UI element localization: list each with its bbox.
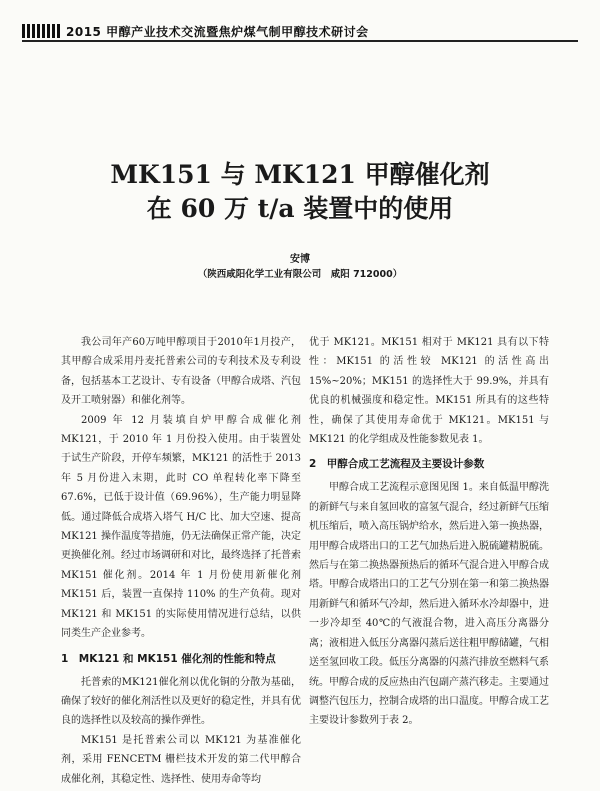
article-title [0, 158, 600, 226]
paragraph: 2009 年 12 月装填自炉甲醇合成催化剂 MK121，于 2010 年 1 月份投入使用。由于装置处于试生产阶段，开停车频繁，MK121 的活性于 2013 年 5 月份进入末期，此时 CO 单程转化率下降至 67.6%，已低于设计值（69.96%），生产能力明显降低。通过降低合成塔入塔气 H/C 比、加大空速、提高 MK121 操作温度等措施，仍无法确保正常产能，决定更换催化剂。经过市场调研和对比，最终选择了托普索 MK151 催化剂。2014 年 1 月份使用新催化剂 MK151 后，装置一直保持 110% 的生产负荷。现对 MK121 和 MK151 的实际使用情况进行总结，以供同类生产企业参考。 [61, 414, 301, 640]
header-decoration [22, 24, 62, 38]
left-column [61, 333, 301, 789]
section-heading: 2 甲醇合成工艺流程及主要设计参数 [309, 458, 485, 471]
right-column [309, 333, 549, 731]
paragraph: 我公司年产60万吨甲醇项目于2010年1月投产，其甲醇合成采用丹麦托普索公司的专利技术及专利设备，包括基本工艺设计、专有设备（甲醇合成塔、汽包及开工喷射器）和催化剂等。 [61, 337, 301, 407]
title-line-2: 在 60 万 t/a 装置中的使用 [146, 194, 454, 223]
author: 安博 [290, 254, 310, 265]
paragraph: 托普索的MK121催化剂以优化铜的分散为基础，确保了较好的催化剂活性以及更好的稳定性，并具有优良的选择性以及较高的操作弹性。 [61, 676, 301, 727]
paragraph: 优于 MK121。MK151 相对于 MK121 具有以下特性：MK151 的活性较 MK121 的活性高出 15%~20%；MK151 的选择性大于 99.9%，并具有优良的机械强度和稳定性。MK151 所具有的这些特性，确保了其使用寿命优于 MK121。MK151 与 MK121 的化学组成及性能参数见表 1。 [309, 337, 549, 446]
paragraph: MK151 是托普索公司以 MK121 为基准催化剂，采用 FENCETM 栅栏技术开发的第二代甲醇合成催化剂，其稳定性、选择性、使用寿命等均 [61, 734, 301, 785]
section-heading: 1 MK121 和 MK151 催化剂的性能和特点 [61, 652, 276, 665]
running-title: 2015 甲醇产业技术交流暨焦炉煤气制甲醇技术研讨会 [66, 25, 369, 39]
paragraph: 甲醇合成工艺流程示意图见图 1。来自低温甲醇洗的新鲜气与来自氢回收的富氢气混合，经过新鲜气压缩机压缩后，喷入高压锅炉给水，然后进入第一换热器，用甲醇合成塔出口的工艺气加热后进入脱硫罐精脱硫。然后与在第二换热器预热后的循环气混合进入甲醇合成塔。甲醇合成塔出口的工艺气分别在第一和第二换热器用新鲜气和循环气冷却，然后进入循环水冷却器中，进一步冷却至 40℃的气液混合物，进入高压分离器分离；液相进入低压分离器闪蒸后送往粗甲醇储罐，气相送至氢回收工段。低压分离器的闪蒸汽排放至燃料气系统。甲醇合成的反应热由汽包副产蒸汽移走。主要通过调整汽包压力，控制合成塔的出口温度。甲醇合成工艺主要设计参数列于表 2。 [309, 482, 549, 727]
affiliation: （陕西咸阳化学工业有限公司 咸阳 712000） [197, 269, 403, 280]
title-line-1: MK151 与 MK121 甲醇催化剂 [110, 160, 490, 189]
running-header [22, 22, 578, 42]
